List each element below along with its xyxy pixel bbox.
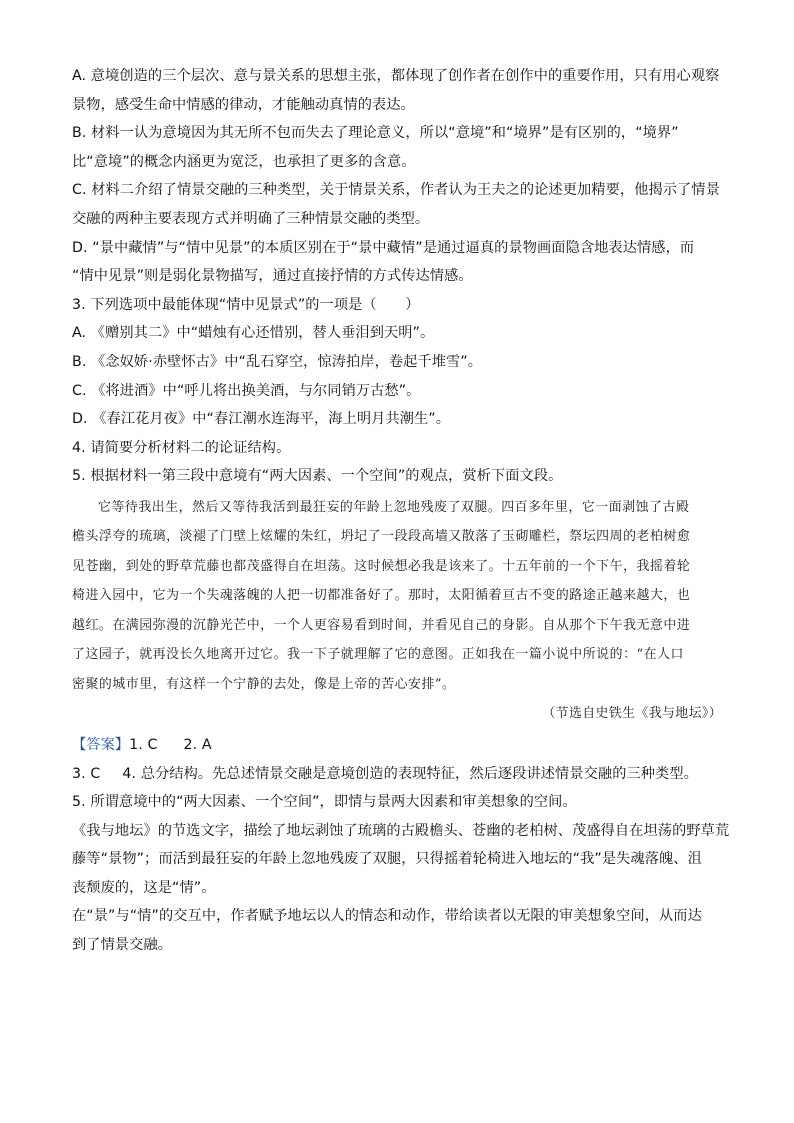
- option-d-line-1: D. “景中藏情”与“情中见景”的本质区别在于“景中藏情”是通过逼真的景物画面隐含地表达情感，而: [72, 239, 695, 256]
- answer-2: 2. A: [183, 736, 212, 753]
- passage-source: （节选自史铁生《我与地坛》）: [542, 706, 722, 722]
- answer-5-line-3: 藤等“景物”；而活到最狂妄的年龄上忽地残废了双腿，只得摇着轮椅进入地坛的“我”是失魂落魄、沮: [72, 851, 702, 868]
- answer-line-1: [72, 731, 724, 760]
- passage-line: 见苍幽，到处的野草荒藤也都茂盛得自在坦荡。这时候想必我是该来了。十五年前的一个下午，我摇着轮: [72, 558, 691, 574]
- question-3-stem: 3. 下列选项中最能体现“情中见景式”的一项是（ ）: [72, 296, 420, 313]
- option-a-line-2: 景物，感受生命中情感的律动，才能触动真情的表达。: [72, 96, 415, 113]
- answer-3: 3. C: [72, 765, 101, 782]
- passage-line: 椅进入园中，它为一个失魂落魄的人把一切都准备好了。那时，太阳循着亘古不变的路途正越来越大，也: [72, 588, 691, 604]
- passage-line: 檐头浮夸的琉璃，淡褪了门壁上炫耀的朱红，坍圮了一段段高墙又散落了玉砌雕栏，祭坛四周的老柏树愈: [72, 529, 691, 545]
- question-5-stem: 5. 根据材料一第三段中意境有“两大因素、一个空间”的观点，赏析下面文段。: [72, 468, 563, 485]
- answer-4: 4. 总分结构。先总述情景交融是意境创造的表现特征，然后逐段讲述情景交融的三种类型。: [122, 765, 698, 782]
- question-3-option-a: A. 《赠别其二》中“蜡烛有心还惜别，替人垂泪到天明”。: [72, 325, 435, 342]
- reading-passage: [72, 493, 724, 729]
- document-content: [72, 62, 730, 960]
- answer-tag: 【答案】: [72, 736, 130, 753]
- option-c-line-1: C. 材料二介绍了情景交融的三种类型，关于情景关系，作者认为王夫之的论述更加精要，他揭示了情景: [72, 182, 720, 199]
- answer-1: 1. C: [129, 736, 158, 753]
- question-3-option-d: D. 《春江花月夜》中“春江潮水连海平，海上明月共潮生”。: [72, 411, 451, 428]
- option-c-line-2: 交融的两种主要表现方式并明确了三种情景交融的类型。: [72, 210, 430, 227]
- question-4-stem: 4. 请简要分析材料二的论证结构。: [72, 439, 291, 456]
- answer-5-line-5: 在“景”与“情”的交互中，作者赋予地坛以人的情态和动作，带给读者以无限的审美想象空间，从而达: [72, 908, 702, 925]
- option-d-line-2: “情中见景”则是弱化景物描写，通过直接抒情的方式传达情感。: [72, 268, 473, 285]
- passage-line: 了这园子，就再没长久地离开过它。我一下子就理解了它的意图。正如我在一篇小说中所说的：“在人口: [72, 647, 684, 663]
- option-b-line-1: B. 材料一认为意境因为其无所不包而失去了理论意义，所以“意境”和“境界”是有区别的，“境界”: [72, 125, 679, 142]
- passage-line: 越红。在满园弥漫的沉静光芒中，一个人更容易看到时间，并看见自己的身影。自从那个下午我无意中进: [72, 617, 691, 633]
- answer-5-line-6: 到了情景交融。: [72, 937, 173, 954]
- answer-5-line-2: 《我与地坛》的节选文字，描绘了地坛剥蚀了琉璃的古殿檐头、苍幽的老柏树、茂盛得自在坦荡的野草荒: [72, 822, 730, 839]
- question-3-option-c: C. 《将进酒》中“呼儿将出换美酒，与尔同销万古愁”。: [72, 382, 421, 399]
- answer-line-2: [72, 760, 724, 789]
- passage-line: 它等待我出生，然后又等待我活到最狂妄的年龄上忽地残废了双腿。四百多年里，它一面剥蚀了古殿: [98, 499, 690, 515]
- option-a-line-1: A. 意境创造的三个层次、意与景关系的思想主张，都体现了创作者在创作中的重要作用，只有用心观察: [72, 68, 720, 84]
- question-3-option-b: B. 《念奴娇·赤壁怀古》中“乱石穿空，惊涛拍岸，卷起千堆雪”。: [72, 353, 483, 370]
- passage-line: 密聚的城市里，有这样一个宁静的去处，像是上帝的苦心安排”。: [72, 676, 456, 692]
- option-b-line-2: 比“意境”的概念内涵更为宽泛，也承担了更多的含意。: [72, 153, 416, 170]
- answer-5-line-4: 丧颓废的，这是“情”。: [72, 879, 216, 896]
- answer-5-line-1: 5. 所谓意境中的“两大因素、一个空间”，即情与景两大因素和审美想象的空间。: [72, 794, 577, 811]
